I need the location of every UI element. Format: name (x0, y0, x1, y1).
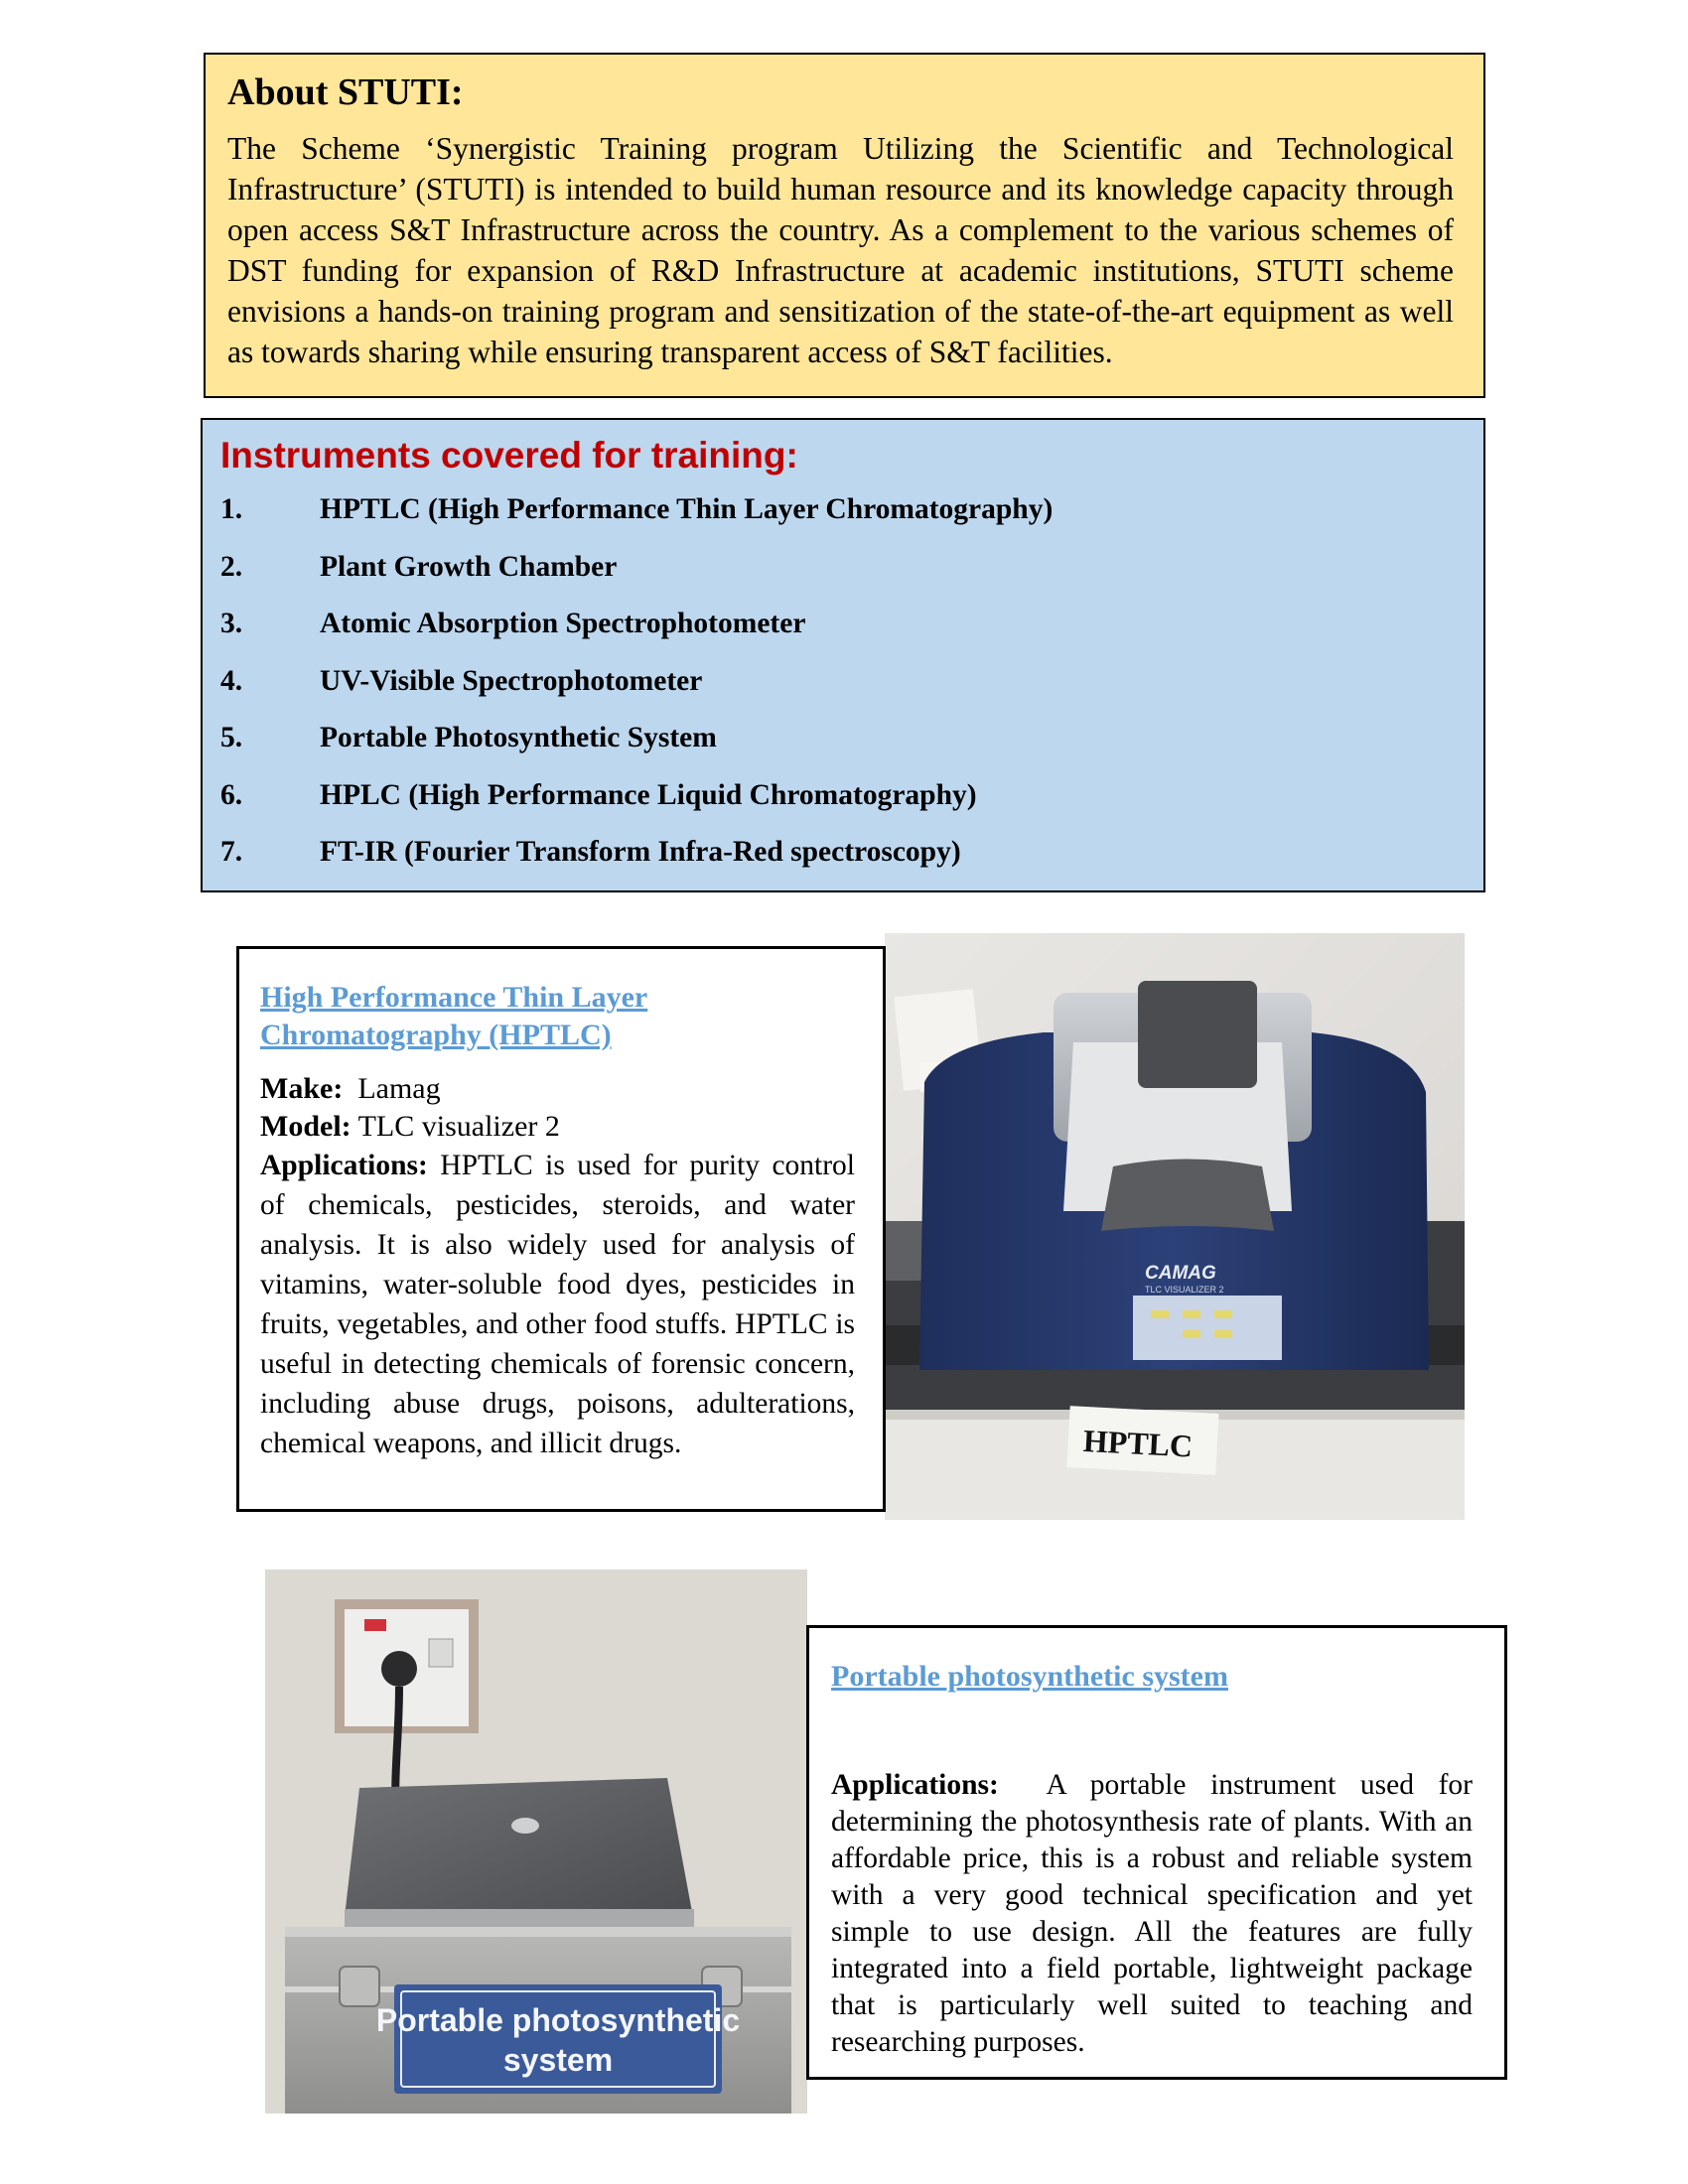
about-heading: About STUTI: (227, 71, 464, 113)
pps-sign-line2: system (502, 2042, 614, 2078)
about-section (204, 53, 1485, 398)
list-item (220, 489, 1464, 547)
pps-applications (831, 1767, 1473, 2061)
model-label: Model: (260, 1110, 352, 1143)
hptlc-brand-text: CAMAG (1145, 1263, 1216, 1284)
list-item (220, 718, 1464, 775)
item-number: 5. (220, 722, 243, 753)
item-number: 6. (220, 778, 243, 811)
model-value: TLC visualizer 2 (357, 1110, 560, 1143)
item-label: UV-Visible Spectrophotometer (320, 664, 703, 697)
list-item (220, 775, 1464, 833)
make-label: Make: (260, 1072, 344, 1105)
item-number: 2. (220, 550, 243, 583)
instruments-heading: Instruments covered for training: (220, 435, 798, 476)
item-number: 4. (220, 664, 243, 697)
item-label: Atomic Absorption Spectrophotometer (320, 608, 806, 639)
item-number: 1. (220, 493, 243, 525)
hptlc-make (260, 1070, 855, 1108)
applications-text: HPTLC is used for purity control of chemicals, pesticides, steroids, and water analysis. It is also widely used for analysis of vitamins, water-soluble food dyes, pesticides in fruits, vegetables, and other food stuffs. HPTLC is useful in detecting chemicals of forensic concern, including abuse drugs, poisons, adulterations, chemical weapons, and illicit drugs. (260, 1150, 856, 1459)
item-number: 3. (220, 608, 243, 639)
list-item (220, 832, 1464, 889)
item-number: 7. (220, 836, 243, 868)
item-label: Plant Growth Chamber (320, 550, 618, 583)
pps-section (806, 1625, 1507, 2080)
instruments-section (201, 418, 1485, 892)
item-label: FT-IR (Fourier Transform Infra-Red spectroscopy) (320, 836, 961, 868)
list-item (220, 547, 1464, 605)
list-item (220, 661, 1464, 719)
hptlc-sign-text: HPTLC (1081, 1422, 1194, 1464)
item-label: Portable Photosynthetic System (320, 722, 717, 753)
item-label: HPTLC (High Performance Thin Layer Chromatography) (320, 493, 1054, 525)
instruments-list (220, 489, 1464, 889)
hptlc-applications (260, 1146, 855, 1463)
pps-sign-line1: Portable photosynthetic (375, 2002, 741, 2038)
applications-label: Applications: (260, 1150, 428, 1181)
hptlc-model (260, 1108, 855, 1146)
hptlc-title: High Performance Thin Layer Chromatography (HPTLC) (260, 981, 648, 1051)
pps-title: Portable photosynthetic system (831, 1660, 1228, 1693)
hptlc-model-text: TLC VISUALIZER 2 (1145, 1285, 1224, 1295)
list-item (220, 604, 1464, 661)
applications-text: A portable instrument used for determining the photosynthesis rate of plants. With an affordable price, this is a robust and reliable system with a very good technical specification and yet simple to use design. All the features are fully integrated into a field portable, lightweight package that is particularly well suited to teaching and researching purposes. (831, 1769, 1473, 2058)
hptlc-section (236, 946, 886, 1512)
make-value: Lamag (357, 1072, 441, 1105)
about-body: The Scheme ‘Synergistic Training program Utilizing the Scientific and Technological Infrastructure’ (STUTI) is intended to build human resource and its knowledge capacity through open access S&T Infrastructure across the country. As a complement to the various schemes of DST funding for expansion of R&D Infrastructure at academic institutions, STUTI scheme envisions a hands-on training program and sensitization of the state-of-the-art equipment as well as towards sharing while ensuring transparent access of S&T facilities. (227, 131, 1454, 369)
hptlc-photo (885, 933, 1465, 1520)
item-label: HPLC (High Performance Liquid Chromatography) (320, 778, 977, 811)
applications-label: Applications: (831, 1769, 999, 1801)
pps-photo (265, 1570, 807, 2114)
